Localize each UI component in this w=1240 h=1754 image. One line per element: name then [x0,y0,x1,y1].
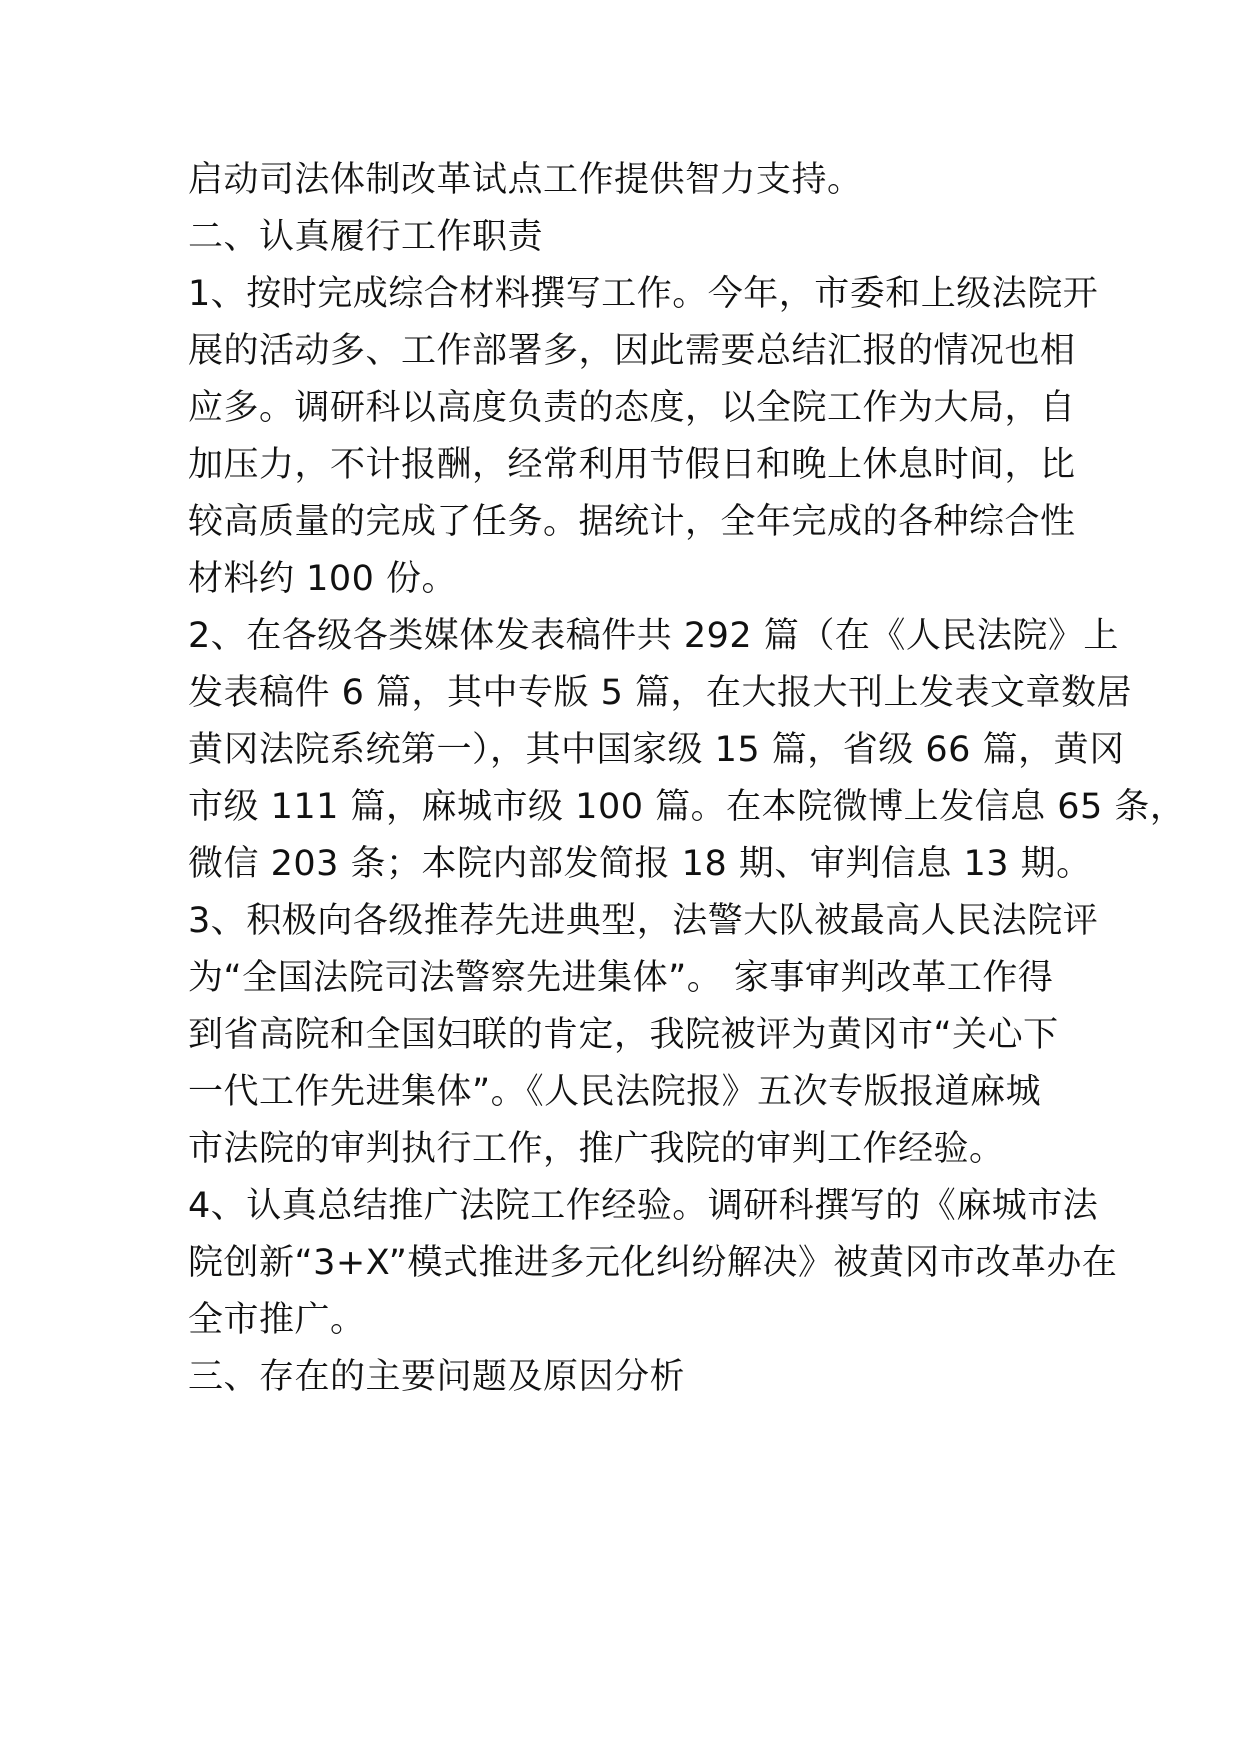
text-line: 1、按时完成综合材料撰写工作。今年，市委和上级法院开 [188,274,1099,314]
text-line: 为“全国法院司法警察先进集体”。 家事审判改革工作得 [188,958,1054,998]
text-line: 院创新“3+X”模式推进多元化纠纷解决》被黄冈市改革办在 [188,1243,1118,1283]
text-line: 市法院的审判执行工作，推广我院的审判工作经验。 [188,1129,1005,1169]
text-line: 启动司法体制改革试点工作提供智力支持。 [188,160,863,200]
text-line: 一代工作先进集体”。《人民法院报》五次专版报道麻城 [188,1072,1042,1112]
text-line: 4、认真总结推广法院工作经验。调研科撰写的《麻城市法 [188,1186,1099,1226]
text-line: 市级 111 篇，麻城市级 100 篇。在本院微博上发信息 65 条， [188,787,1186,827]
text-line: 黄冈法院系统第一），其中国家级 15 篇，省级 66 篇，黄冈 [188,730,1125,770]
text-line: 加压力，不计报酬，经常利用节假日和晚上休息时间，比 [188,445,1076,485]
text-line: 展的活动多、工作部署多，因此需要总结汇报的情况也相 [188,331,1076,371]
text-line: 全市推广。 [188,1300,366,1340]
text-line: 发表稿件 6 篇，其中专版 5 篇，在大报大刊上发表文章数居 [188,673,1133,713]
text-line: 微信 203 条；本院内部发简报 18 期、审判信息 13 期。 [188,844,1092,884]
text-line: 到省高院和全国妇联的肯定，我院被评为黄冈市“关心下 [188,1015,1059,1055]
section-heading: 三、存在的主要问题及原因分析 [188,1357,686,1397]
section-heading: 二、认真履行工作职责 [188,217,544,257]
text-line: 材料约 100 份。 [188,559,458,599]
text-line: 较高质量的完成了任务。据统计，全年完成的各种综合性 [188,502,1076,542]
text-line: 3、积极向各级推荐先进典型，法警大队被最高人民法院评 [188,901,1099,941]
text-line: 2、在各级各类媒体发表稿件共 292 篇（在《人民法院》上 [188,616,1119,656]
text-line: 应多。调研科以高度负责的态度，以全院工作为大局，自 [188,388,1076,428]
